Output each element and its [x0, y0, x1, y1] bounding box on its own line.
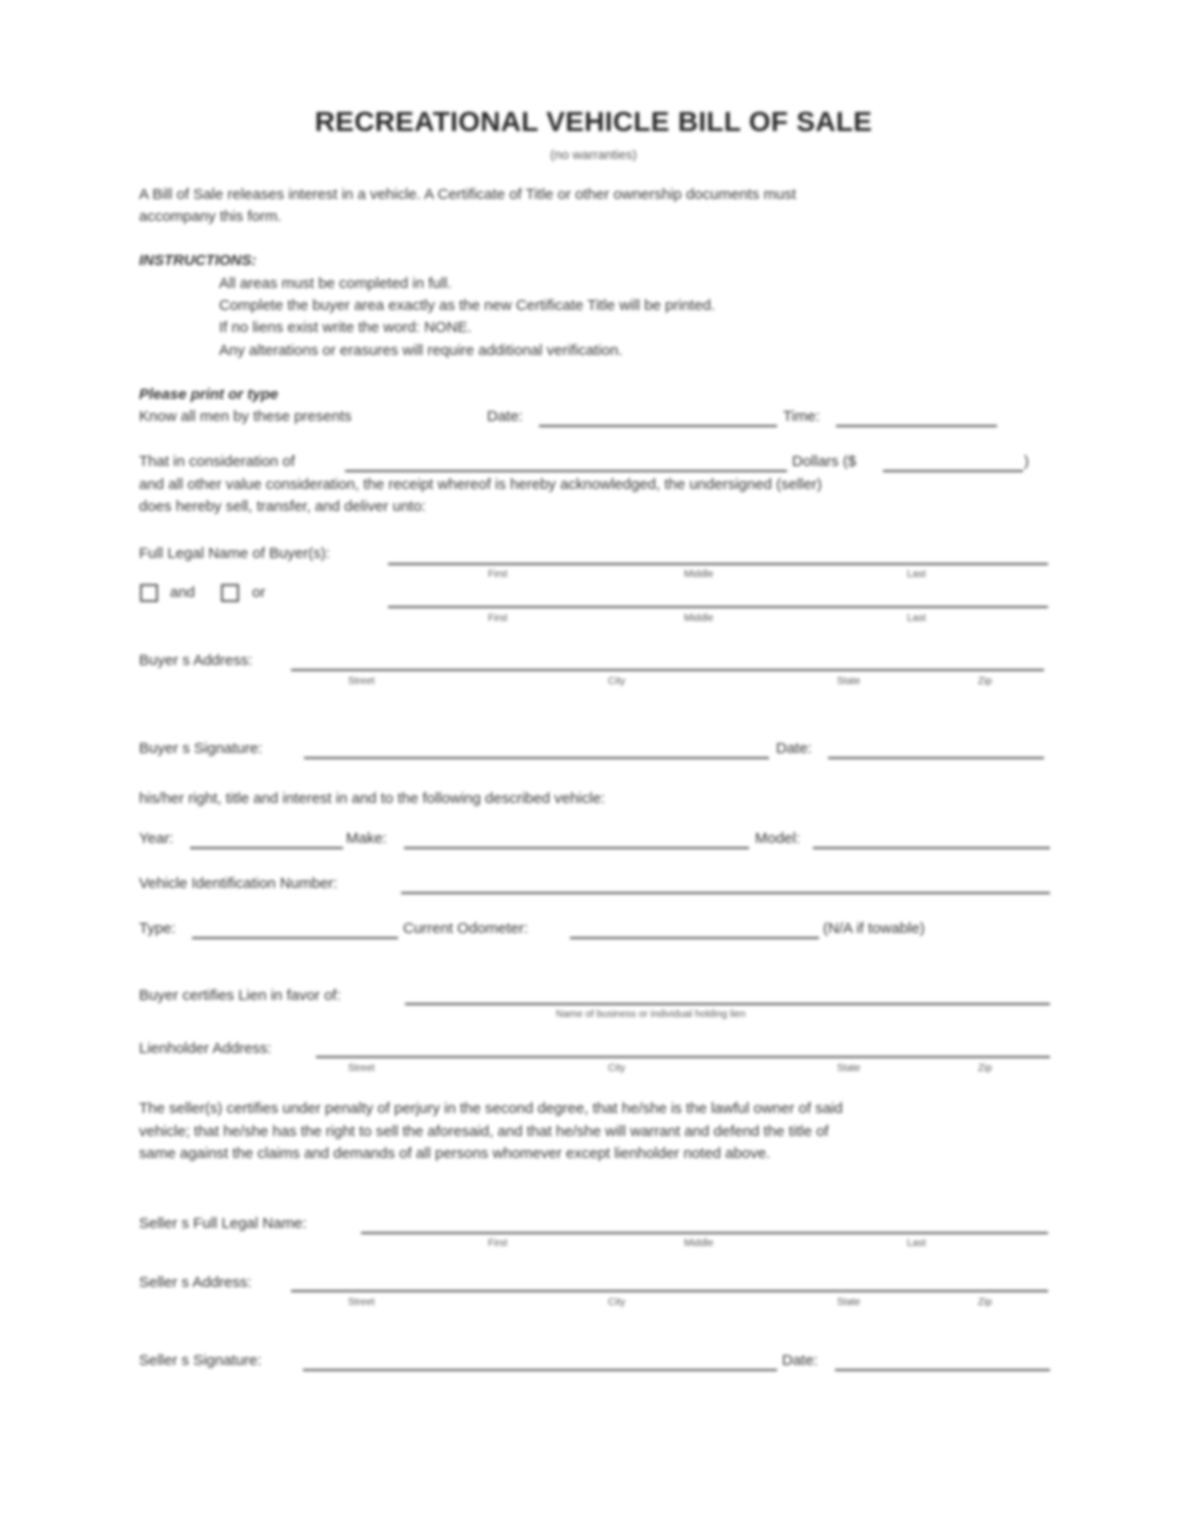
state-caption: State — [837, 676, 861, 687]
please-print-label: Please print or type — [139, 386, 279, 403]
time-label: Time: — [783, 408, 820, 425]
seller-address-field[interactable] — [291, 1290, 1048, 1292]
and-label: and — [170, 584, 196, 601]
intro-line-1: A Bill of Sale releases interest in a vehicle. A Certificate of Title or other ownership documents must — [139, 186, 796, 203]
state-caption: State — [837, 1063, 861, 1074]
time-field[interactable] — [836, 425, 997, 427]
city-caption: City — [608, 1297, 626, 1308]
last-caption: Last — [907, 569, 926, 580]
vehicle-intro: his/her right, title and interest in and to the following described vehicle: — [139, 790, 606, 807]
city-caption: City — [608, 1063, 626, 1074]
dollars-close-paren: ) — [1024, 453, 1029, 470]
certify-line-1: The seller(s) certifies under penalty of perjury in the second degree, that he/she is the lawful owner of said — [139, 1100, 843, 1117]
buyer-name-field-2[interactable] — [388, 606, 1048, 608]
certify-line-2: vehicle; that he/she has the right to sell the aforesaid, and that he/she will warrant and defend the title of — [139, 1123, 829, 1140]
last-caption: Last — [907, 613, 926, 624]
street-caption: Street — [348, 676, 375, 687]
odometer-note: (N/A if towable) — [823, 920, 925, 937]
seller-name-field[interactable] — [361, 1232, 1048, 1234]
instruction-item: All areas must be completed in full. — [219, 275, 452, 292]
certify-line-3: same against the claims and demands of all persons whomever except lienholder noted above. — [139, 1145, 771, 1162]
buyer-name-field-1[interactable] — [388, 563, 1048, 565]
year-label: Year: — [139, 830, 174, 847]
dollars-label: Dollars ($ — [792, 453, 857, 470]
lien-caption: Name of business or individual holding lien — [556, 1009, 746, 1020]
seller-signature-label: Seller s Signature: — [139, 1352, 262, 1369]
intro-line-2: accompany this form. — [139, 208, 282, 225]
state-caption: State — [837, 1297, 861, 1308]
vin-label: Vehicle Identification Number: — [139, 875, 338, 892]
type-label: Type: — [139, 920, 176, 937]
buyer-address-label: Buyer s Address: — [139, 652, 253, 669]
odometer-field[interactable] — [570, 937, 819, 939]
zip-caption: Zip — [978, 1063, 992, 1074]
consideration-line-3: does hereby sell, transfer, and deliver unto: — [139, 498, 426, 515]
date-label: Date: — [487, 408, 523, 425]
buyer-signature-label: Buyer s Signature: — [139, 740, 263, 757]
seller-name-label: Seller s Full Legal Name: — [139, 1215, 307, 1232]
instructions-heading: INSTRUCTIONS: — [139, 252, 257, 269]
make-field[interactable] — [404, 847, 749, 849]
odometer-label: Current Odometer: — [403, 920, 529, 937]
last-caption: Last — [907, 1238, 926, 1249]
instruction-item: Any alterations or erasures will require additional verification. — [219, 342, 623, 359]
lienholder-address-field[interactable] — [316, 1056, 1050, 1058]
lienholder-address-label: Lienholder Address: — [139, 1040, 272, 1057]
zip-caption: Zip — [978, 676, 992, 687]
buyer-date-field[interactable] — [828, 757, 1044, 759]
date-field[interactable] — [539, 425, 777, 427]
seller-signature-field[interactable] — [303, 1369, 777, 1371]
know-all-label: Know all men by these presents — [139, 408, 352, 425]
seller-date-field[interactable] — [835, 1369, 1050, 1371]
page-subtitle: (no warranties) — [550, 147, 637, 162]
middle-caption: Middle — [684, 613, 714, 624]
buyer-date-label: Date: — [776, 740, 812, 757]
model-field[interactable] — [813, 847, 1050, 849]
make-label: Make: — [346, 830, 387, 847]
consideration-line-2: and all other value consideration, the receipt whereof is hereby acknowledged, the undersigned (seller) — [139, 476, 822, 493]
buyer-signature-field[interactable] — [304, 757, 769, 759]
middle-caption: Middle — [684, 1238, 714, 1249]
street-caption: Street — [348, 1063, 375, 1074]
year-field[interactable] — [190, 847, 343, 849]
vin-field[interactable] — [401, 892, 1050, 894]
page-title: RECREATIONAL VEHICLE BILL OF SALE — [314, 106, 873, 137]
consideration-amount-field[interactable] — [345, 470, 787, 472]
buyer-address-field[interactable] — [291, 669, 1044, 671]
city-caption: City — [608, 676, 626, 687]
first-caption: First — [488, 1238, 508, 1249]
and-checkbox[interactable] — [140, 584, 158, 602]
zip-caption: Zip — [978, 1297, 992, 1308]
dollars-amount-field[interactable] — [883, 470, 1023, 472]
model-label: Model: — [755, 830, 801, 847]
street-caption: Street — [348, 1297, 375, 1308]
first-caption: First — [488, 569, 508, 580]
instruction-item: If no liens exist write the word: NONE. — [219, 319, 472, 336]
consideration-label: That in consideration of — [139, 453, 295, 470]
lien-field[interactable] — [405, 1003, 1050, 1005]
or-checkbox[interactable] — [221, 584, 239, 602]
middle-caption: Middle — [684, 569, 714, 580]
instruction-item: Complete the buyer area exactly as the new Certificate Title will be printed. — [219, 297, 716, 314]
seller-date-label: Date: — [782, 1352, 818, 1369]
buyer-name-label: Full Legal Name of Buyer(s): — [139, 545, 330, 562]
seller-address-label: Seller s Address: — [139, 1274, 252, 1291]
first-caption: First — [488, 613, 508, 624]
or-label: or — [252, 584, 266, 601]
lien-label: Buyer certifies Lien in favor of: — [139, 987, 341, 1004]
type-field[interactable] — [192, 937, 398, 939]
